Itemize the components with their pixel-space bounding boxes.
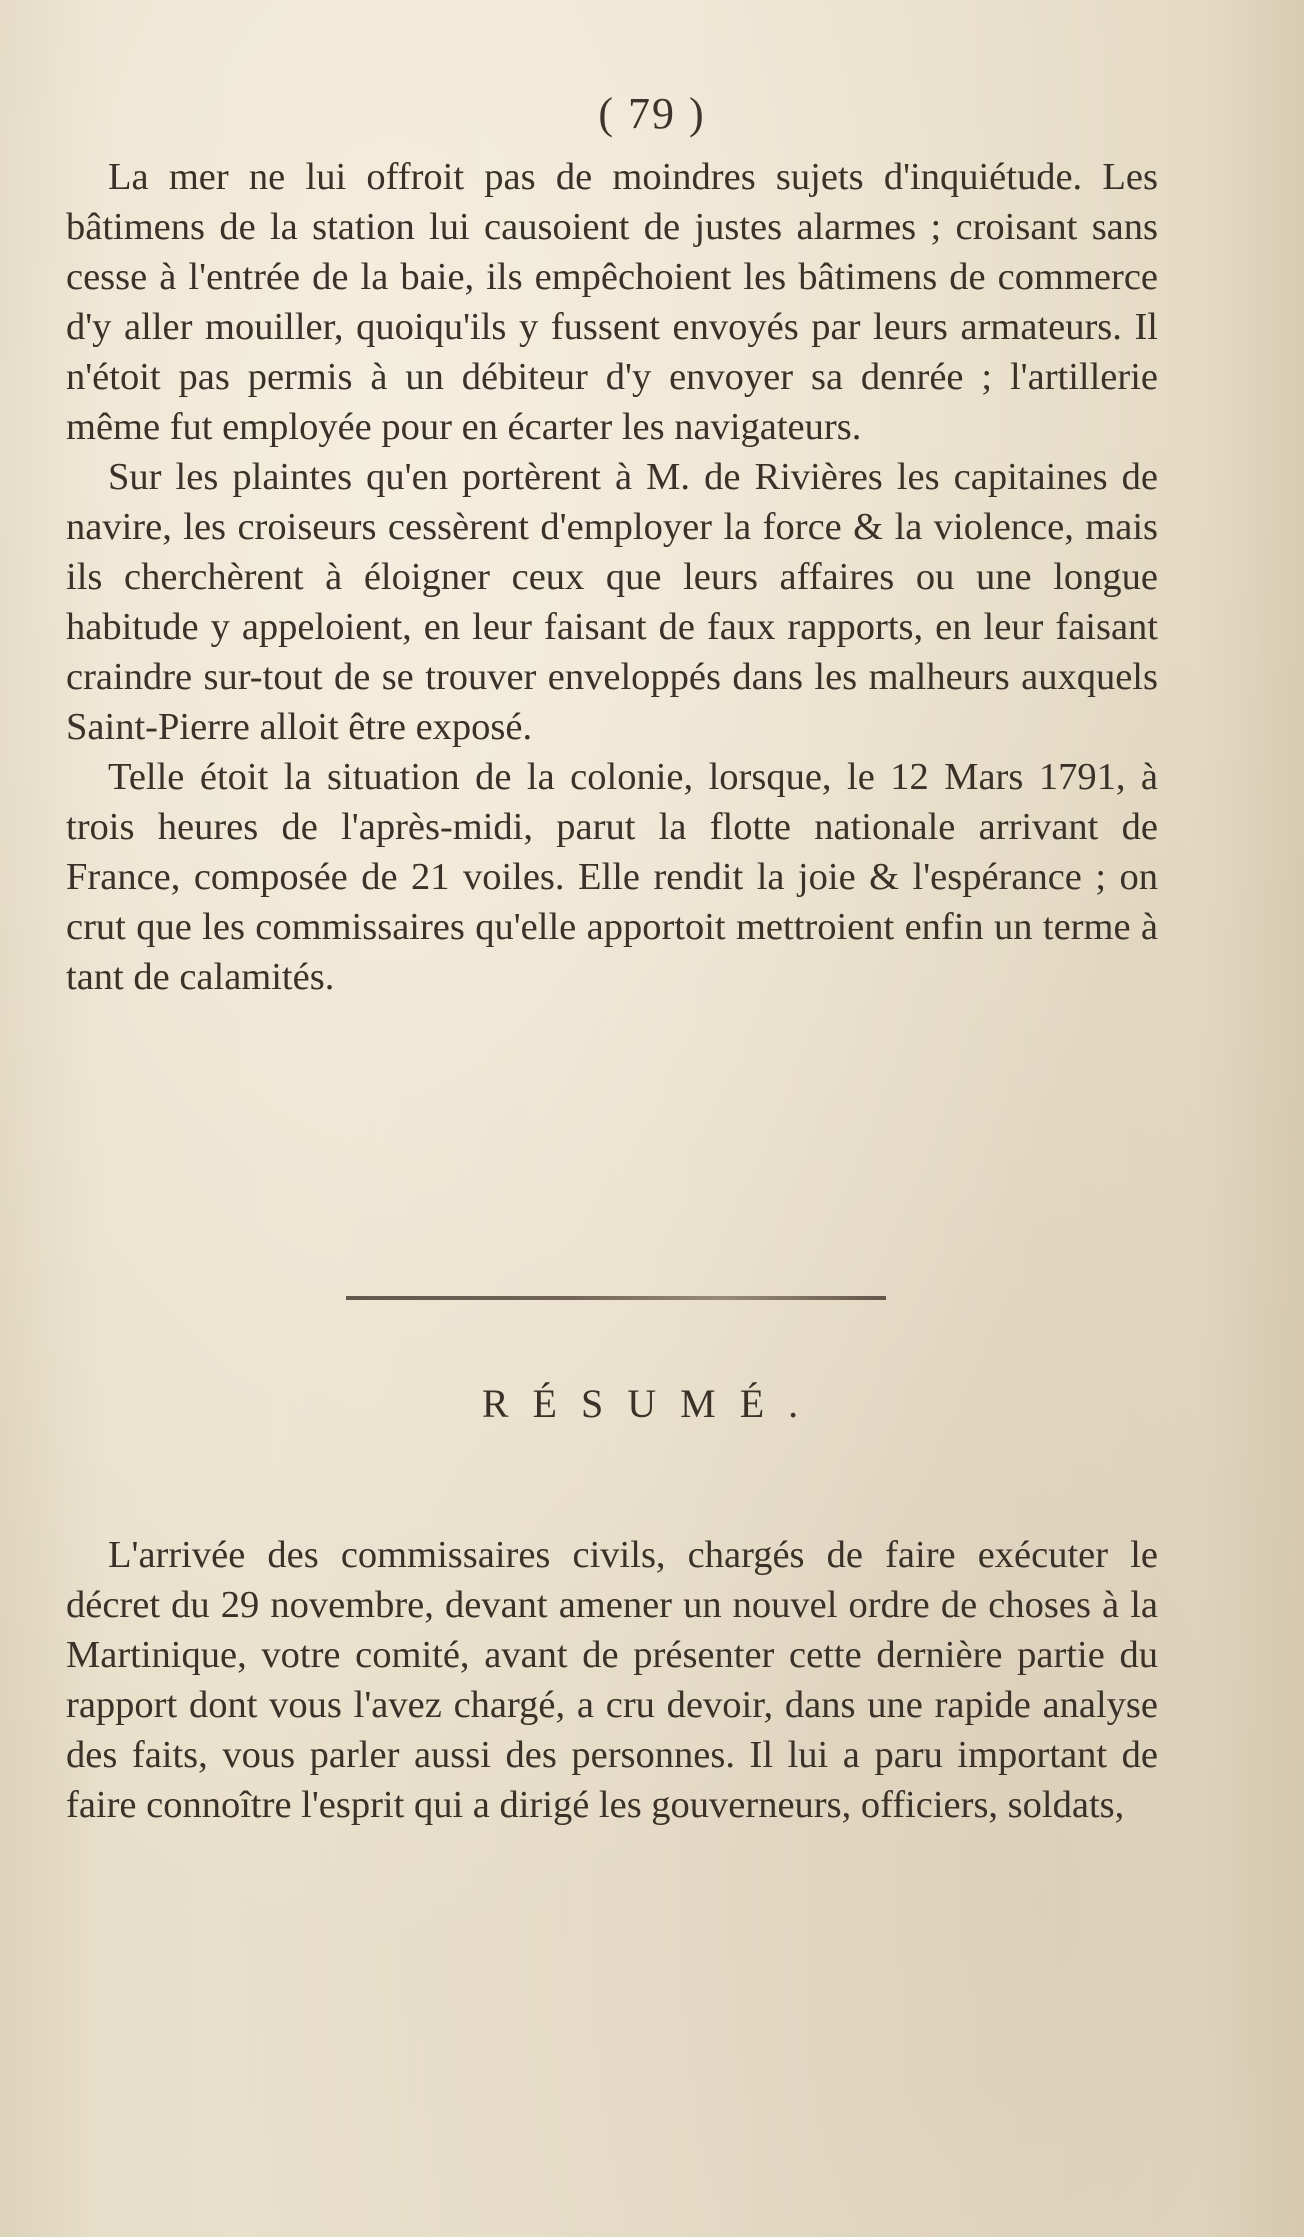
- section-heading: RÉSUMÉ.: [481, 1381, 823, 1426]
- paragraph: Telle étoit la situation de la colonie, lorsque, le 12 Mars 1791, à trois heures de l'après-midi, parut la flotte nationale arrivant de France, composée de 21 voiles. Elle rendit la joie & l'espérance ; on crut que les commissaires qu'elle apportoit mettroient enfin un terme à tant de calamités.: [66, 756, 1158, 998]
- text-block-lower: [66, 1530, 1158, 1830]
- paragraph: Sur les plaintes qu'en portèrent à M. de Rivières les capitaines de navire, les croiseurs cessèrent d'employer la force & la violence, mais ils cherchèrent à éloigner ceux que leurs affaires ou une longue habitude y appeloient, en leur faisant de faux rapports, en leur faisant craindre sur-tout de se trouver enveloppés dans les malheurs auxquels Saint-Pierre alloit être exposé.: [66, 456, 1158, 748]
- paragraph: La mer ne lui offroit pas de moindres sujets d'inquiétude. Les bâtimens de la station lui causoient de justes alarmes ; croisant sans cesse à l'entrée de la baie, ils empêchoient les bâtimens de commerce d'y aller mouiller, quoiqu'ils y fussent envoyés par leurs armateurs. Il n'étoit pas permis à un débiteur d'y envoyer sa denrée ; l'artillerie même fut employée pour en écarter les navigateurs.: [66, 156, 1158, 448]
- paragraph: L'arrivée des commissaires civils, chargés de faire exécuter le décret du 29 novembre, devant amener un nouvel ordre de choses à la Martinique, votre comité, avant de présenter cette dernière partie du rapport dont vous l'avez chargé, a cru devoir, dans une rapide analyse des faits, vous parler aussi des personnes. Il lui a paru important de faire connoître l'esprit qui a dirigé les gouverneurs, officiers, soldats,: [66, 1534, 1158, 1826]
- page-number: ( 79 ): [598, 89, 706, 138]
- section-divider: [346, 1296, 886, 1300]
- text-block-upper: [66, 152, 1158, 1002]
